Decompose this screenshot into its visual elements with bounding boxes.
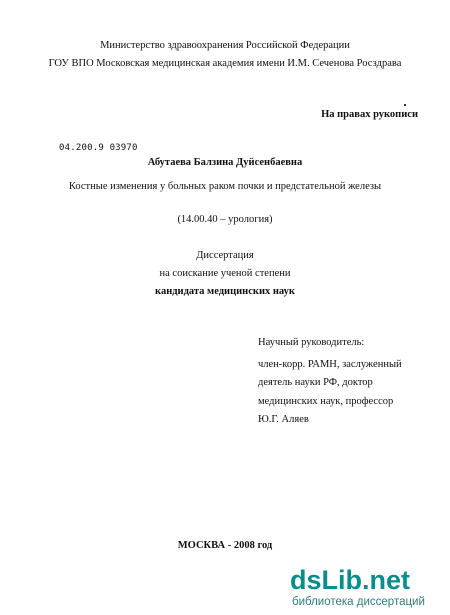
specialty-code: (14.00.40 – урология) — [177, 214, 273, 225]
registration-stamp: 04.200.9 03970 — [59, 143, 138, 153]
scan-speck — [404, 104, 406, 106]
supervisor-block — [258, 334, 418, 430]
supervisor-line-1: член-корр. РАМН, заслуженный — [258, 358, 402, 370]
dslib-watermark — [290, 565, 440, 609]
supervisor-line-3: медицинских наук, профессор — [258, 395, 394, 407]
degree-line-3: кандидата медицинских наук — [155, 286, 295, 297]
degree-line-1: Диссертация — [196, 250, 254, 261]
dslib-subtitle: библиотека диссертаций — [292, 596, 425, 608]
dslib-logo: dsLib.net — [290, 565, 410, 595]
academy-header: ГОУ ВПО Московская медицинская академия имени И.М. Сеченова Росздрава — [48, 58, 402, 69]
degree-line-2: на соискание ученой степени — [159, 268, 291, 279]
author-name: Абутаева Балзина Дуйсенбаевна — [147, 157, 303, 168]
supervisor-label: Научный руководитель: — [258, 337, 365, 348]
supervisor-line-2: деятель науки РФ, доктор — [258, 377, 373, 388]
supervisor-line-4: Ю.Г. Аляев — [258, 414, 309, 425]
rights-notice: На правах рукописи — [321, 109, 418, 120]
place-and-year: МОСКВА - 2008 год — [177, 540, 273, 551]
dissertation-title: Костные изменения у больных раком почки и предстательной железы — [68, 181, 382, 192]
ministry-header: Министерство здравоохранения Российской Федерации — [100, 40, 350, 51]
